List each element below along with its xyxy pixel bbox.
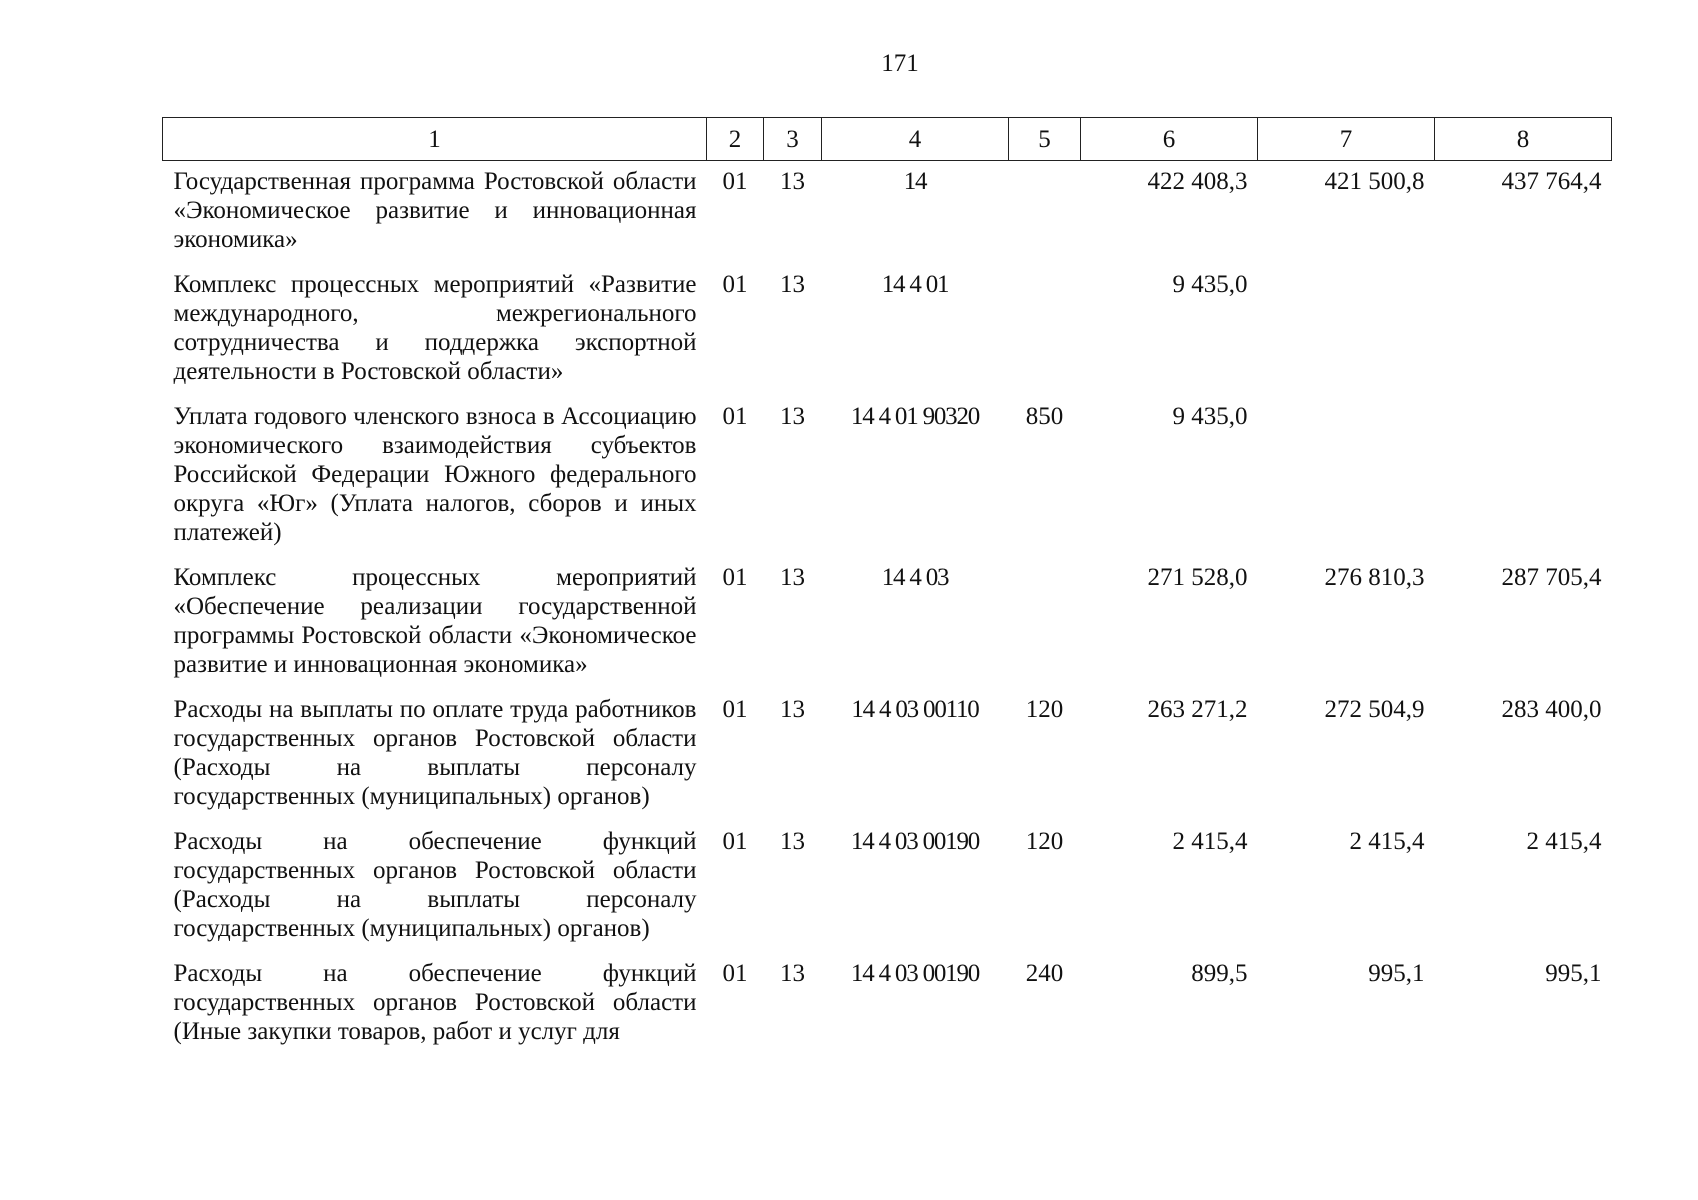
row-section: 01: [722, 168, 748, 195]
header-col-5: 5: [1009, 118, 1081, 161]
row-sum-3: 995,1: [1545, 960, 1602, 987]
row-subsection: 13: [780, 564, 805, 591]
page-number: 171: [881, 50, 919, 77]
row-sum-1: 9 435,0: [1172, 271, 1248, 298]
row-name: Расходы на обеспечение функций государственных органов Ростовской области (Расходы на выплаты персоналу государственных (муниципальных) органов): [173, 828, 697, 942]
row-sum-1: 263 271,2: [1147, 696, 1248, 723]
row-section: 01: [722, 828, 748, 855]
row-subsection: 13: [780, 168, 805, 195]
row-program-code: 14 4 03: [881, 564, 949, 591]
row-subsection: 13: [780, 403, 805, 430]
row-name: Комплекс процессных мероприятий «Обеспечение реализации государственной программы Ростовской области «Экономическое развитие и инновационная экономика»: [173, 564, 697, 678]
table-row: [163, 557, 1612, 689]
row-sum-3: 437 764,4: [1501, 168, 1602, 195]
row-sum-2: 2 415,4: [1349, 828, 1425, 855]
row-sum-1: 422 408,3: [1147, 168, 1248, 195]
header-col-1: 1: [163, 118, 707, 161]
row-expense-type: 120: [1025, 696, 1064, 723]
row-name: Комплекс процессных мероприятий «Развитие международного, межрегионального сотрудничества и поддержка экспортной деятельности в Ростовской области»: [173, 271, 697, 385]
row-sum-2: 421 500,8: [1324, 168, 1425, 195]
row-sum-1: 271 528,0: [1147, 564, 1248, 591]
row-expense-type: 240: [1025, 960, 1064, 987]
row-program-code: 14 4 01 90320: [850, 403, 980, 430]
row-expense-type: [1009, 264, 1081, 396]
row-subsection: 13: [780, 960, 805, 987]
row-expense-type: [1009, 161, 1081, 265]
row-expense-type: 120: [1025, 828, 1064, 855]
table-row: [163, 161, 1612, 265]
row-sum-3: 287 705,4: [1501, 564, 1602, 591]
row-name: Уплата годового членского взноса в Ассоциацию экономического взаимодействия субъектов Российской Федерации Южного федерального округа «Юг» (Уплата налогов, сборов и иных платежей): [173, 403, 697, 546]
row-sum-2: 276 810,3: [1324, 564, 1425, 591]
row-section: 01: [722, 960, 748, 987]
row-sum-1: 899,5: [1191, 960, 1248, 987]
row-section: 01: [722, 564, 748, 591]
row-expense-type: [1009, 557, 1081, 689]
row-program-code: 14: [903, 168, 927, 195]
header-col-8: 8: [1435, 118, 1612, 161]
table-row: [163, 396, 1612, 557]
row-sum-1: 9 435,0: [1172, 403, 1248, 430]
budget-table: [162, 117, 1612, 1056]
row-program-code: 14 4 03 00190: [850, 828, 980, 855]
table-row: [163, 953, 1612, 1056]
row-program-code: 14 4 03 00190: [850, 960, 980, 987]
row-sum-3: 283 400,0: [1501, 696, 1602, 723]
header-col-4: 4: [822, 118, 1009, 161]
row-sum-3: 2 415,4: [1526, 828, 1602, 855]
row-expense-type: 850: [1025, 403, 1064, 430]
table-row: [163, 264, 1612, 396]
row-sum-1: 2 415,4: [1172, 828, 1248, 855]
table-row: [163, 821, 1612, 953]
row-subsection: 13: [780, 828, 805, 855]
table-header-row: [163, 118, 1612, 161]
row-name: Расходы на обеспечение функций государственных органов Ростовской области (Иные закупки товаров, работ и услуг для: [173, 960, 697, 1045]
row-subsection: 13: [780, 696, 805, 723]
header-col-7: 7: [1258, 118, 1435, 161]
row-sum-2: 272 504,9: [1324, 696, 1425, 723]
header-col-6: 6: [1081, 118, 1258, 161]
row-subsection: 13: [780, 271, 805, 298]
row-name: Расходы на выплаты по оплате труда работников государственных органов Ростовской области (Расходы на выплаты персоналу государственных (муниципальных) органов): [173, 696, 697, 810]
row-program-code: 14 4 03 00110: [851, 696, 979, 723]
row-section: 01: [722, 271, 748, 298]
row-sum-2: 995,1: [1368, 960, 1425, 987]
table-row: [163, 689, 1612, 821]
row-section: 01: [722, 696, 748, 723]
header-col-3: 3: [764, 118, 822, 161]
row-section: 01: [722, 403, 748, 430]
row-sum-3: [1435, 396, 1612, 557]
row-program-code: 14 4 01: [881, 271, 949, 298]
row-name: Государственная программа Ростовской области «Экономическое развитие и инновационная экономика»: [173, 168, 697, 253]
header-col-2: 2: [707, 118, 764, 161]
row-sum-3: [1435, 264, 1612, 396]
row-sum-2: [1258, 396, 1435, 557]
row-sum-2: [1258, 264, 1435, 396]
